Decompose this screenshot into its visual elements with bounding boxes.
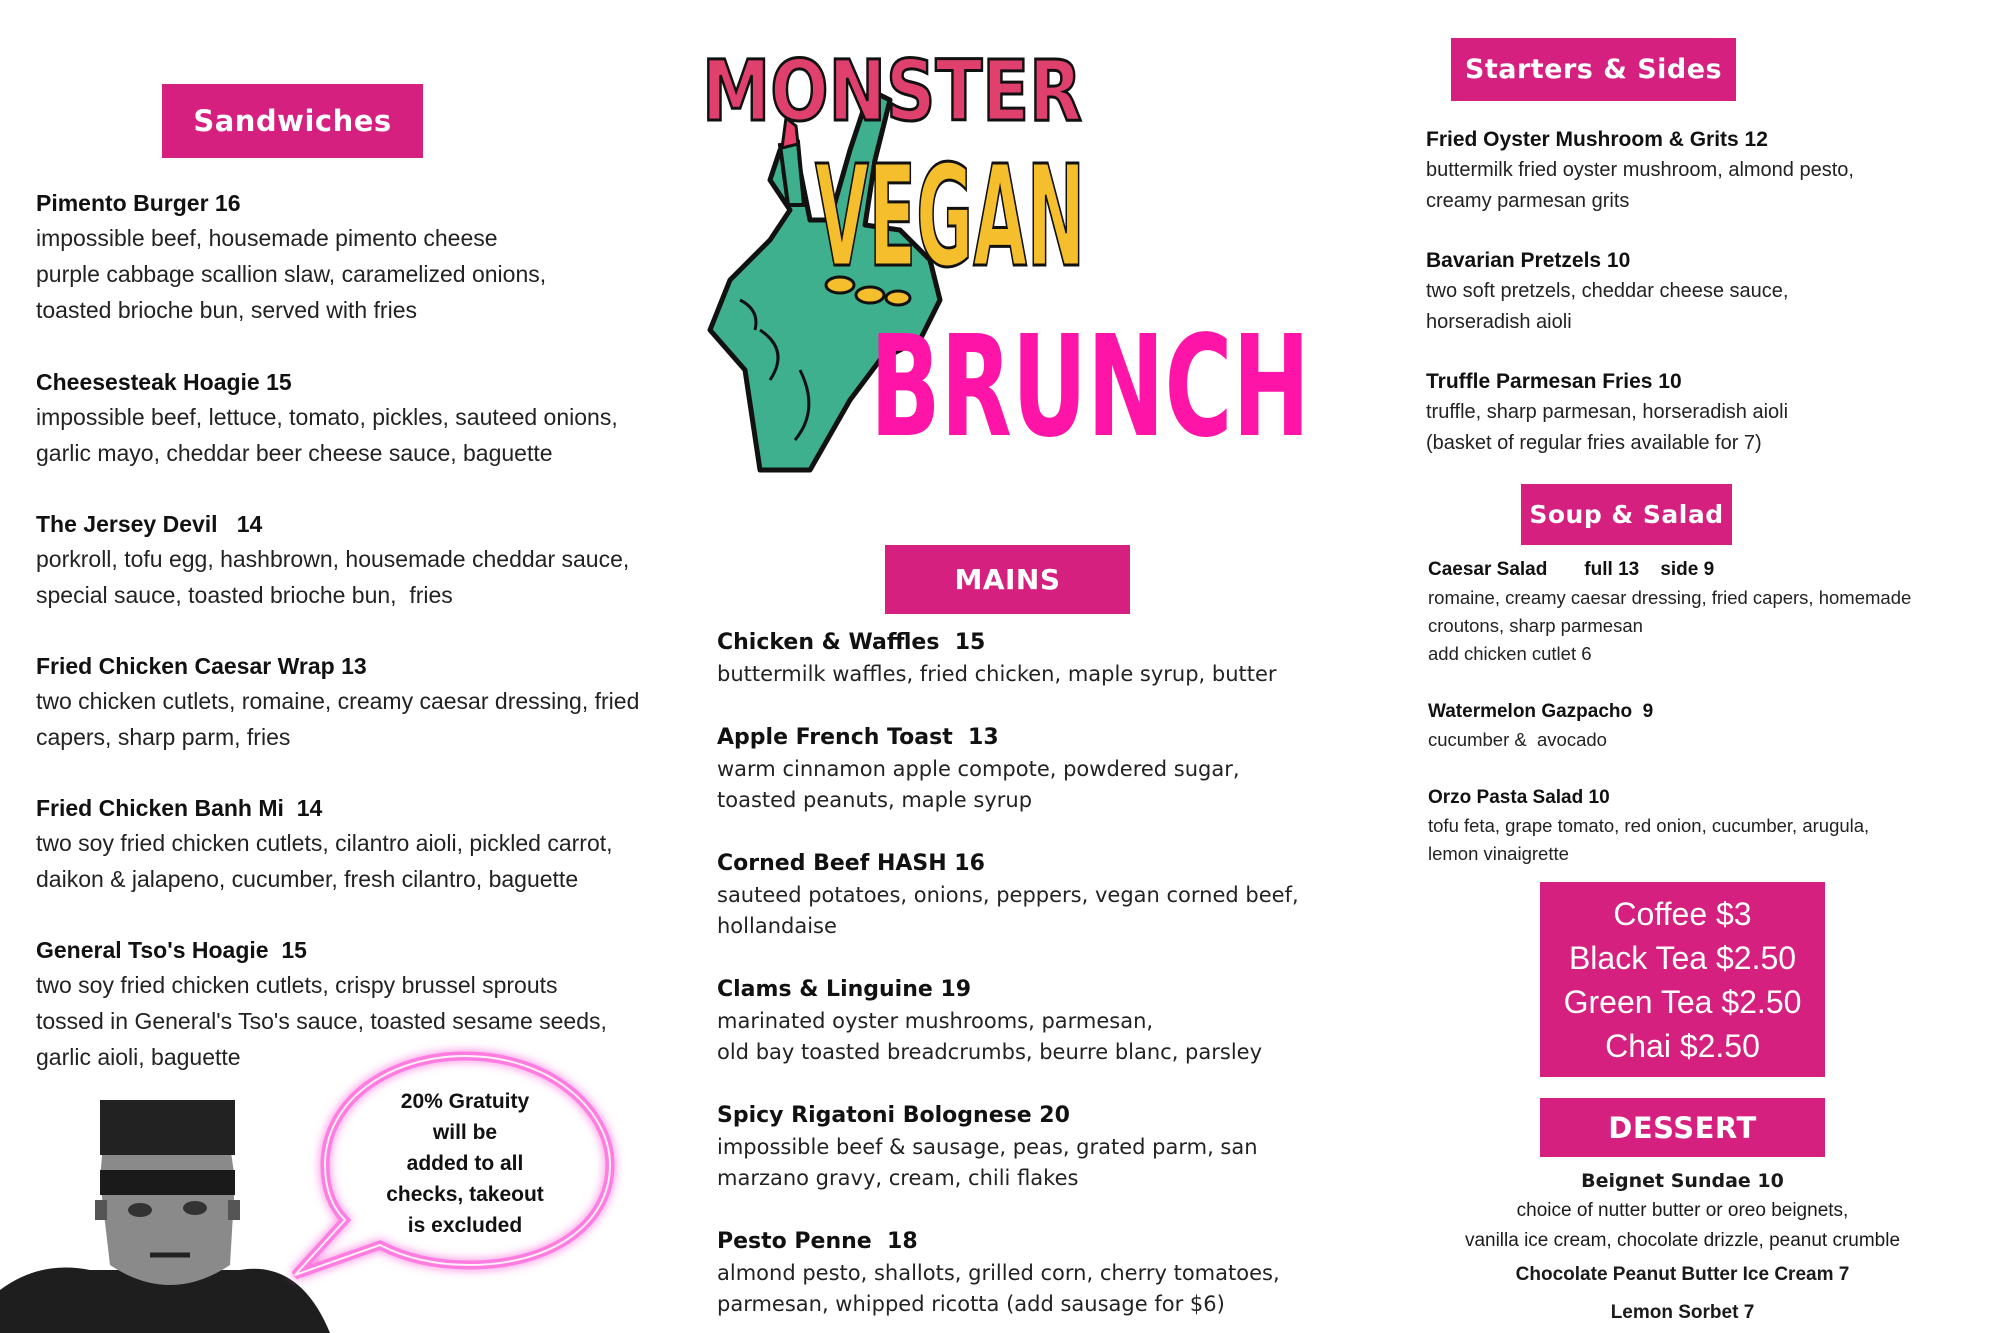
item-desc: warm cinnamon apple compote, powdered sugar, [717,757,1240,781]
item-title: Watermelon Gazpacho 9 [1428,701,1654,722]
gratuity-line: will be [432,1121,498,1144]
mains-header: MAINS [885,545,1130,614]
menu-item [1428,555,1911,668]
menu-item [717,627,1277,690]
item-desc: capers, sharp parm, fries [36,724,291,750]
item-desc: romaine, creamy caesar dressing, fried capers, homemade [1428,587,1912,608]
item-title: Orzo Pasta Salad 10 [1428,787,1610,808]
item-desc: garlic aioli, baguette [36,1044,241,1070]
beverage-item: Chai $2.50 [1605,1028,1760,1064]
menu-item [36,791,613,897]
item-desc: old bay toasted breadcrumbs, beurre blanc, parsley [717,1040,1263,1064]
item-title: Clams & Linguine 19 [717,977,972,1002]
menu-item [717,1226,1280,1320]
menu-item [717,974,1262,1068]
gratuity-note [360,1086,570,1241]
item-desc: impossible beef, housemade pimento cheese [36,225,498,251]
item-desc: toasted peanuts, maple syrup [717,788,1033,812]
item-desc: croutons, sharp parmesan [1428,615,1643,636]
beverage-item: Green Tea $2.50 [1563,984,1802,1020]
dessert-desc: vanilla ice cream, chocolate drizzle, peanut crumble [1464,1230,1901,1251]
item-desc: tossed in General's Tso's sauce, toasted sesame seeds, [36,1008,607,1034]
gratuity-line: 20% Gratuity [400,1090,530,1113]
item-title: Chicken & Waffles 15 [717,630,986,655]
item-desc: tofu feta, grape tomato, red onion, cucumber, arugula, [1428,815,1870,836]
menu-item [36,649,639,755]
menu-item [36,507,629,613]
beverages-box [1540,882,1825,1077]
item-desc: impossible beef & sausage, peas, grated parm, san [717,1135,1258,1159]
dessert-desc: choice of nutter butter or oreo beignets, [1516,1200,1849,1221]
dessert-list [1400,1166,1965,1328]
sandwiches-header: Sandwiches [162,84,423,158]
logo-monster: MONSTER [702,42,1082,140]
beverage-item: Coffee $3 [1613,896,1752,932]
item-desc: marzano gravy, cream, chili flakes [717,1166,1079,1190]
dessert-title: Chocolate Peanut Butter Ice Cream 7 [1515,1264,1850,1285]
item-desc: creamy parmesan grits [1426,190,1630,212]
menu-item [36,365,618,471]
item-title: Spicy Rigatoni Bolognese 20 [717,1103,1070,1128]
item-desc: almond pesto, shallots, grilled corn, cherry tomatoes, [717,1261,1280,1285]
menu-item [717,848,1299,942]
gratuity-line: is excluded [407,1214,523,1237]
menu-item [1428,697,1653,754]
item-desc: toasted brioche bun, served with fries [36,297,417,323]
menu-item [717,722,1240,816]
item-desc: purple cabbage scallion slaw, caramelized onions, [36,261,547,287]
item-desc: cucumber & avocado [1428,729,1607,750]
item-desc: sauteed potatoes, onions, peppers, vegan corned beef, [717,883,1299,907]
item-desc: porkroll, tofu egg, hashbrown, housemade cheddar sauce, [36,546,630,572]
item-desc: two soft pretzels, cheddar cheese sauce, [1426,280,1789,302]
dessert-title: Beignet Sundae 10 [1581,1170,1784,1192]
menu-item [1426,366,1788,459]
item-title: Cheesesteak Hoagie 15 [36,369,292,395]
dessert-header: DESSERT [1540,1098,1825,1157]
dessert-title: Lemon Sorbet 7 [1610,1302,1755,1323]
item-title: Fried Chicken Banh Mi 14 [36,795,323,821]
item-title: Fried Chicken Caesar Wrap 13 [36,653,367,679]
logo-vegan: VEGAN [815,136,1085,299]
item-desc: truffle, sharp parmesan, horseradish aioli [1426,401,1789,423]
item-desc: two soy fried chicken cutlets, cilantro aioli, pickled carrot, [36,830,613,856]
item-desc: two chicken cutlets, romaine, creamy caesar dressing, fried [36,688,640,714]
item-title: The Jersey Devil 14 [36,511,263,537]
gratuity-line: checks, takeout [386,1183,544,1206]
item-desc: lemon vinaigrette [1428,843,1569,864]
item-title: General Tso's Hoagie 15 [36,937,307,963]
item-desc: marinated oyster mushrooms, parmesan, [717,1009,1154,1033]
menu-item [1426,245,1788,338]
item-title: Caesar Salad full 13 side 9 [1428,559,1715,580]
item-desc: hollandaise [717,914,837,938]
logo [700,30,1320,490]
item-title: Pimento Burger 16 [36,190,241,216]
item-desc: special sauce, toasted brioche bun, fries [36,582,453,608]
item-desc: horseradish aioli [1426,311,1572,333]
logo-brunch: BRUNCH [870,306,1310,469]
item-title: Truffle Parmesan Fries 10 [1426,370,1682,393]
item-title: Corned Beef HASH 16 [717,851,985,876]
menu-item [1428,783,1869,868]
item-title: Apple French Toast 13 [717,725,999,750]
item-desc: garlic mayo, cheddar beer cheese sauce, baguette [36,440,553,466]
item-desc: parmesan, whipped ricotta (add sausage for $6) [717,1292,1225,1316]
item-desc: buttermilk waffles, fried chicken, maple syrup, butter [717,662,1277,686]
item-title: Bavarian Pretzels 10 [1426,249,1631,272]
soup-salad-header: Soup & Salad [1521,484,1732,545]
beverage-item: Black Tea $2.50 [1568,940,1797,976]
starters-header: Starters & Sides [1451,38,1736,101]
item-desc: (basket of regular fries available for 7) [1426,432,1762,454]
menu-item [36,186,546,328]
item-title: Pesto Penne 18 [717,1229,918,1254]
item-title: Fried Oyster Mushroom & Grits 12 [1426,128,1768,151]
item-desc: impossible beef, lettuce, tomato, pickles, sauteed onions, [36,404,618,430]
item-desc: buttermilk fried oyster mushroom, almond pesto, [1426,159,1854,181]
item-desc: daikon & jalapeno, cucumber, fresh cilantro, baguette [36,866,579,892]
menu-item [1426,124,1854,217]
item-desc: two soy fried chicken cutlets, crispy brussel sprouts [36,972,558,998]
item-desc: add chicken cutlet 6 [1428,643,1592,664]
gratuity-line: added to all [406,1152,524,1175]
menu-item [717,1100,1258,1194]
